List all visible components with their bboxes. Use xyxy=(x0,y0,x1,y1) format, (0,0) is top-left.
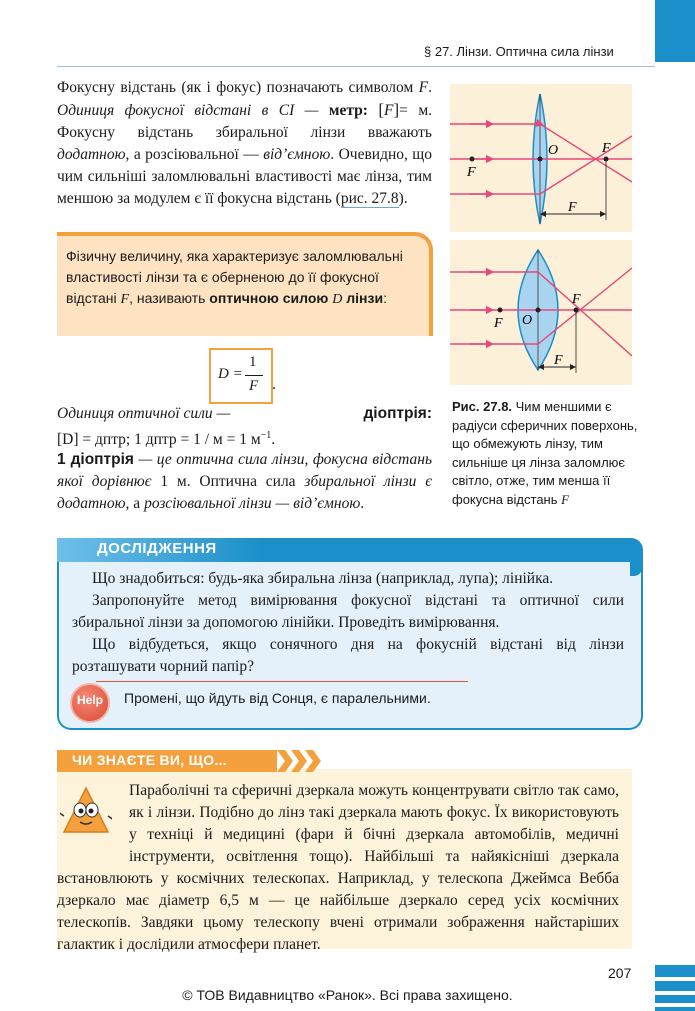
research-question: Що відбудеться, якщо сонячного дня на фокусній відстані від лінзи розташувати чорний папір? xyxy=(72,636,624,675)
figure-thin-lens xyxy=(450,84,632,232)
paragraph-diopter-definition: 1 діоптрія — це оптична сила лінзи, фокусна відстань якої дорівнює 1 м. Оптична сила збиральної лінзи є додатною, а розсіювальної лінзи — від’ємною. xyxy=(57,451,432,512)
corner-tab-top xyxy=(655,0,695,62)
header-rule xyxy=(57,66,655,67)
paragraph-focal-length: Фокусну відстань (як і фокус) позначають символом F. Одиниця фокусної відстані в СІ — метр: [F]= м. Фокусну відстань збиральної лінзи вважають додатною, а розсіювальної — від’ємною. Очевидно, що чим сильніші заломлювальні властивості має лінза, тим меншою за модулем є її фокусна відстань (рис. 27.8). xyxy=(57,79,432,207)
label-o: O xyxy=(548,143,559,158)
copyright-notice: © ТОВ Видавництво «Ранок». Всі права захищено. xyxy=(182,987,513,1003)
label-f-right: F xyxy=(572,292,581,307)
research-task: Запропонуйте метод вимірювання фокусної відстані та оптичної сили збиральної лінзи за допомогою лінійки. Проведіть вимірювання. xyxy=(72,592,624,631)
did-you-know-text: Параболічні та сферичні дзеркала можуть концентрувати світло так само, як і лінзи. Подібно до лінз такі дзеркала мають фокус. Їх використовують у техніці й медицині (фари й бічні дзеркала автомобілів, медичні інструменти, освітлення тощо). Найбільші та найякісніші дзеркала встановлюють у космічних телескопах. Наприклад, у телескопа Джеймса Вебба дзеркало має діаметр 6,5 м — це найбільше дзеркало серед усіх космічних телескопів. Завдяки цьому телескопу вчені отримали зображення найстаріших галактик і дослідили атмосфери планет. xyxy=(57,782,619,953)
running-header: § 27. Лінзи. Оптична сила лінзи xyxy=(424,44,614,59)
page-number: 207 xyxy=(608,965,632,981)
fraction-bar xyxy=(245,375,263,376)
formula-denominator: F xyxy=(249,378,259,394)
definition-text: Фізичну величину, яка характеризує заломлювальні властивості лінзи та є оберненою до її фокусної відстані F, називають оптичною силою D лінзи: xyxy=(66,248,403,307)
figure-caption: Рис. 27.8. Чим меншими є радіуси сферичних поверхонь, що обмежують лінзу, тим сильніше ця лінза заломлює світло, отже, тим менша її фокусна відстань F xyxy=(452,399,638,507)
label-f-distance: F xyxy=(554,353,563,368)
did-you-know-title: ЧИ ЗНАЄТЕ ВИ, ЩО... xyxy=(72,752,227,768)
formula-lhs: D = xyxy=(218,366,243,382)
research-text xyxy=(72,568,624,678)
formula-optical-power xyxy=(209,348,273,404)
figure-thick-lens xyxy=(450,240,632,385)
label-f-left: F xyxy=(467,165,476,180)
label-f-left: F xyxy=(494,316,503,331)
lens-diagram-2 xyxy=(450,240,632,385)
research-header-tail xyxy=(630,556,642,576)
label-f-right: F xyxy=(602,141,611,156)
research-materials: Що знадобиться: будь-яка збиральна лінза (наприклад, лупа); лінійка. xyxy=(92,570,554,587)
lens-diagram-1 xyxy=(450,84,632,232)
help-hint: Промені, що йдуть від Сонця, є паралельними. xyxy=(124,690,431,706)
paragraph-diopter-unit: Одиниця оптичної сили — діоптрія: [D] = дптр; 1 дптр = 1 / м = 1 $м^{-1}$. xyxy=(57,405,432,449)
help-divider xyxy=(96,681,468,682)
figure-reference-link[interactable]: рис. 27.8 xyxy=(340,190,399,207)
help-label[interactable]: Help xyxy=(76,693,103,707)
label-o: O xyxy=(522,313,533,328)
research-title: ДОСЛІДЖЕННЯ xyxy=(97,540,217,557)
label-f-distance: F xyxy=(568,200,577,215)
formula-numerator: 1 xyxy=(249,354,257,370)
formula-period: . xyxy=(272,376,276,393)
chevrons-icon xyxy=(277,750,325,772)
